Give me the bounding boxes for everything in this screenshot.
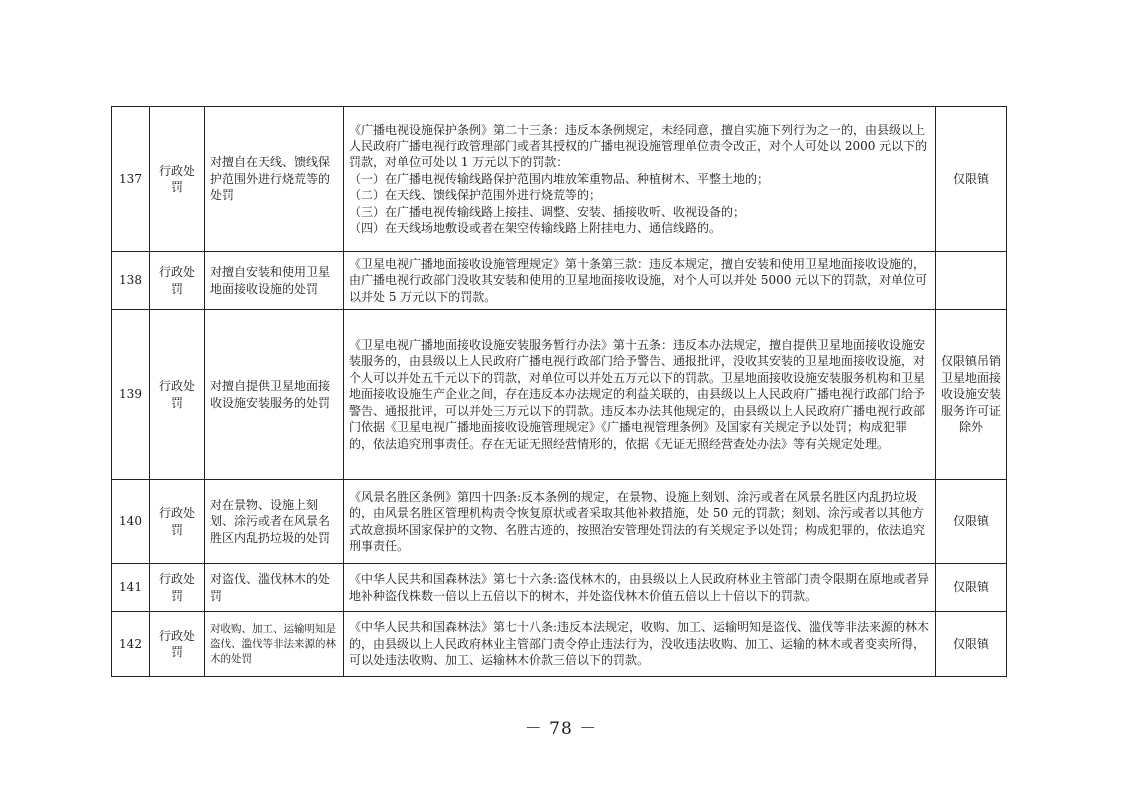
row-number: 139	[112, 310, 150, 480]
penalty-item: 对擅自在天线、馈线保护范围外进行烧荒等的处罚	[205, 107, 344, 252]
page-number: － 78 －	[524, 719, 598, 739]
legal-basis-paragraph: 《中华人民共和国森林法》第七十八条:违反本法规定，收购、加工、运输明知是盗伐、滥伐等非法来源的林木的，由县级以上人民政府林业主管部门责令停止违法行为，没收违法收购、加工、运输的林木或者变卖所得，可以处违法收购、加工、运输林木价款三倍以下的罚款。	[349, 620, 930, 668]
penalty-type: 行政处罚	[150, 612, 205, 677]
row-number: 137	[112, 107, 150, 252]
table-row-141	[112, 564, 1007, 612]
legal-basis	[344, 480, 936, 564]
scope-note: 仅限镇吊销卫星地面接收设施安装服务许可证除外	[936, 310, 1007, 480]
legal-basis	[344, 310, 936, 480]
penalty-item: 对在景物、设施上刻划、涂污或者在风景名胜区内乱扔垃圾的处罚	[205, 480, 344, 564]
legal-basis	[344, 107, 936, 252]
table-row-137	[112, 107, 1007, 252]
legal-basis	[344, 612, 936, 677]
scope-note: 仅限镇	[936, 107, 1007, 252]
table-row-140	[112, 480, 1007, 564]
penalty-type: 行政处罚	[150, 310, 205, 480]
scope-note: 仅限镇	[936, 564, 1007, 612]
penalty-table	[111, 106, 1007, 677]
legal-basis-clause: （四）在天线场地敷设或者在架空传输线路上附挂电力、通信线路的。	[349, 221, 722, 236]
penalty-type: 行政处罚	[150, 564, 205, 612]
penalty-item: 对擅自安装和使用卫星地面接收设施的处罚	[205, 252, 344, 310]
penalty-item: 对盗伐、滥伐林木的处罚	[205, 564, 344, 612]
legal-basis-paragraph: 《卫星电视广播地面接收设施管理规定》第十条第三款：违反本规定，擅自安装和使用卫星地面接收设施的，由广播电视行政部门没收其安装和使用的卫星地面接收设施，对个人可以并处 5000 元以下的罚款，对单位可以并处 5 万元以下的罚款。	[349, 256, 928, 304]
legal-basis-clause: （二）在天线、馈线保护范围外进行烧荒等的；	[349, 188, 602, 203]
row-number: 141	[112, 564, 150, 612]
scope-note	[936, 252, 1007, 310]
table-row-139	[112, 310, 1007, 480]
legal-basis-paragraph: 《广播电视设施保护条例》第二十三条：违反本条例规定，未经同意，擅自实施下列行为之一的，由县级以上人民政府广播电视行政管理部门或者其授权的广播电视设施管理单位责令改正，对个人可处以 2000 元以下的罚款，对单位可处以 1 万元以下的罚款：	[349, 122, 928, 170]
penalty-type: 行政处罚	[150, 252, 205, 310]
row-number: 138	[112, 252, 150, 310]
table-row-138	[112, 252, 1007, 310]
legal-basis	[344, 252, 936, 310]
row-number: 142	[112, 612, 150, 677]
legal-basis	[344, 564, 936, 612]
row-number: 140	[112, 480, 150, 564]
scope-note: 仅限镇	[936, 612, 1007, 677]
legal-basis-clause: （一）在广播电视传输线路保护范围内堆放笨重物品、种植树木、平整土地的；	[349, 171, 770, 186]
legal-basis-paragraph: 《中华人民共和国森林法》第七十六条:盗伐林木的，由县级以上人民政府林业主管部门责令限期在原地或者异地补种盗伐株数一倍以上五倍以下的树木，并处盗伐林木价值五倍以上十倍以下的罚款。	[349, 572, 930, 603]
penalty-type: 行政处罚	[150, 480, 205, 564]
penalty-item: 对收购、加工、运输明知是盗伐、滥伐等非法来源的林木的处罚	[205, 612, 344, 677]
scope-note: 仅限镇	[936, 480, 1007, 564]
legal-basis-paragraph: 《卫星电视广播地面接收设施安装服务暂行办法》第十五条：违反本办法规定，擅自提供卫星地面接收设施安装服务的，由县级以上人民政府广播电视行政部门给予警告、通报批评，没收其安装的卫星地面接收设施，对个人可以并处五千元以下的罚款，对单位可以并处五万元以下的罚款。卫星地面接收设施安装服务机构和卫星地面接收设施生产企业之间，存在违反本办法规定的利益关联的，由县级以上人民政府广播电视行政部门给予警告、通报批评，可以并处三万元以下的罚款。违反本办法其他规定的，由县级以上人民政府广播电视行政部门依据《卫星电视广播地面接收设施管理规定》《广播电视管理条例》及国家有关规定予以处罚；构成犯罪的，依法追究刑事责任。存在无证无照经营情形的，依据《无证无照经营查处办法》等有关规定处理。	[349, 338, 926, 451]
penalty-item: 对擅自提供卫星地面接收设施安装服务的处罚	[205, 310, 344, 480]
table-row-142	[112, 612, 1007, 677]
legal-basis-paragraph: 《风景名胜区条例》第四十四条:反本条例的规定，在景物、设施上刻划、涂污或者在风景名胜区内乱扔垃圾的，由风景名胜区管理机构责令恢复原状或者采取其他补救措施，处 50 元的罚款；刻划、涂污或者以其他方式故意损坏国家保护的文物、名胜古迹的，按照治安管理处罚法的有关规定予以处罚；构成犯罪的，依法追究刑事责任。	[349, 489, 926, 553]
penalty-type: 行政处罚	[150, 107, 205, 252]
legal-basis-clause: （三）在广播电视传输线路上接挂、调整、安装、插接收听、收视设备的；	[349, 204, 746, 219]
